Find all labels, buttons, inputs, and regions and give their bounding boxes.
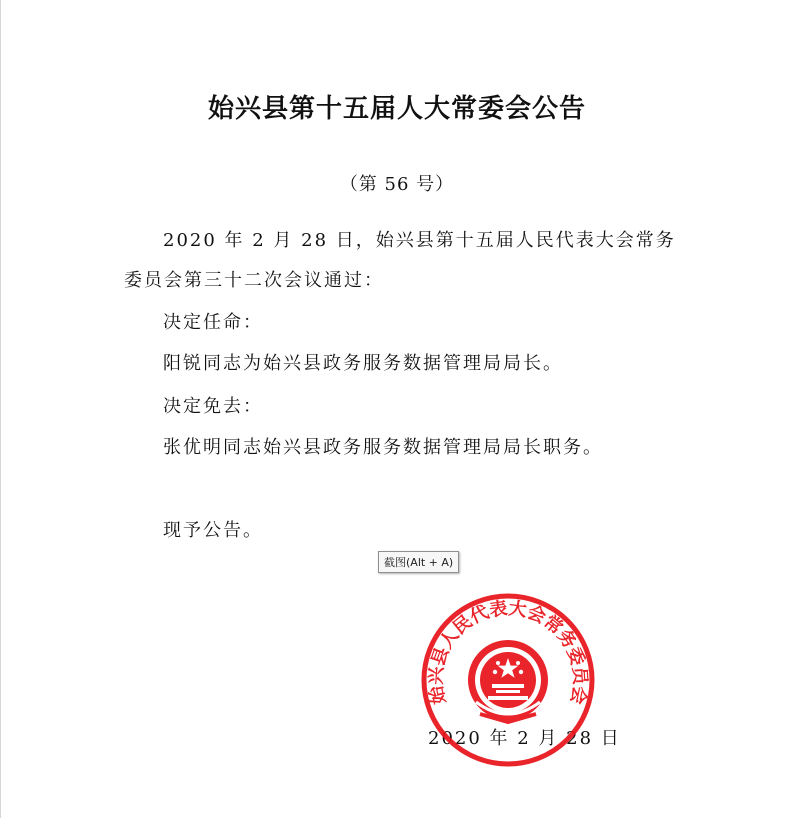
screenshot-tooltip: 截图(Alt + A) [378,551,459,573]
body-line-2: 委员会第三十二次会议通过： [124,270,384,291]
seal-text: 始兴县人民代表大会常务委员会 [425,598,591,706]
remove-text: 张优明同志始兴县政务服务数据管理局局长职务。 [163,437,603,458]
document-date: 2020 年 2 月 28 日 [428,728,621,749]
issue-number: （第 56 号） [339,174,455,195]
remove-heading: 决定免去： [163,396,263,417]
official-seal-icon [418,590,598,770]
body-line-1: 2020 年 2 月 28 日，始兴县第十五届人民代表大会常务 [163,230,676,251]
appoint-heading: 决定任命： [163,312,263,333]
closing-text: 现予公告。 [163,520,263,541]
appoint-text: 阳锐同志为始兴县政务服务数据管理局局长。 [163,353,563,374]
notice-title: 始兴县第十五届人大常委会公告 [207,94,586,124]
